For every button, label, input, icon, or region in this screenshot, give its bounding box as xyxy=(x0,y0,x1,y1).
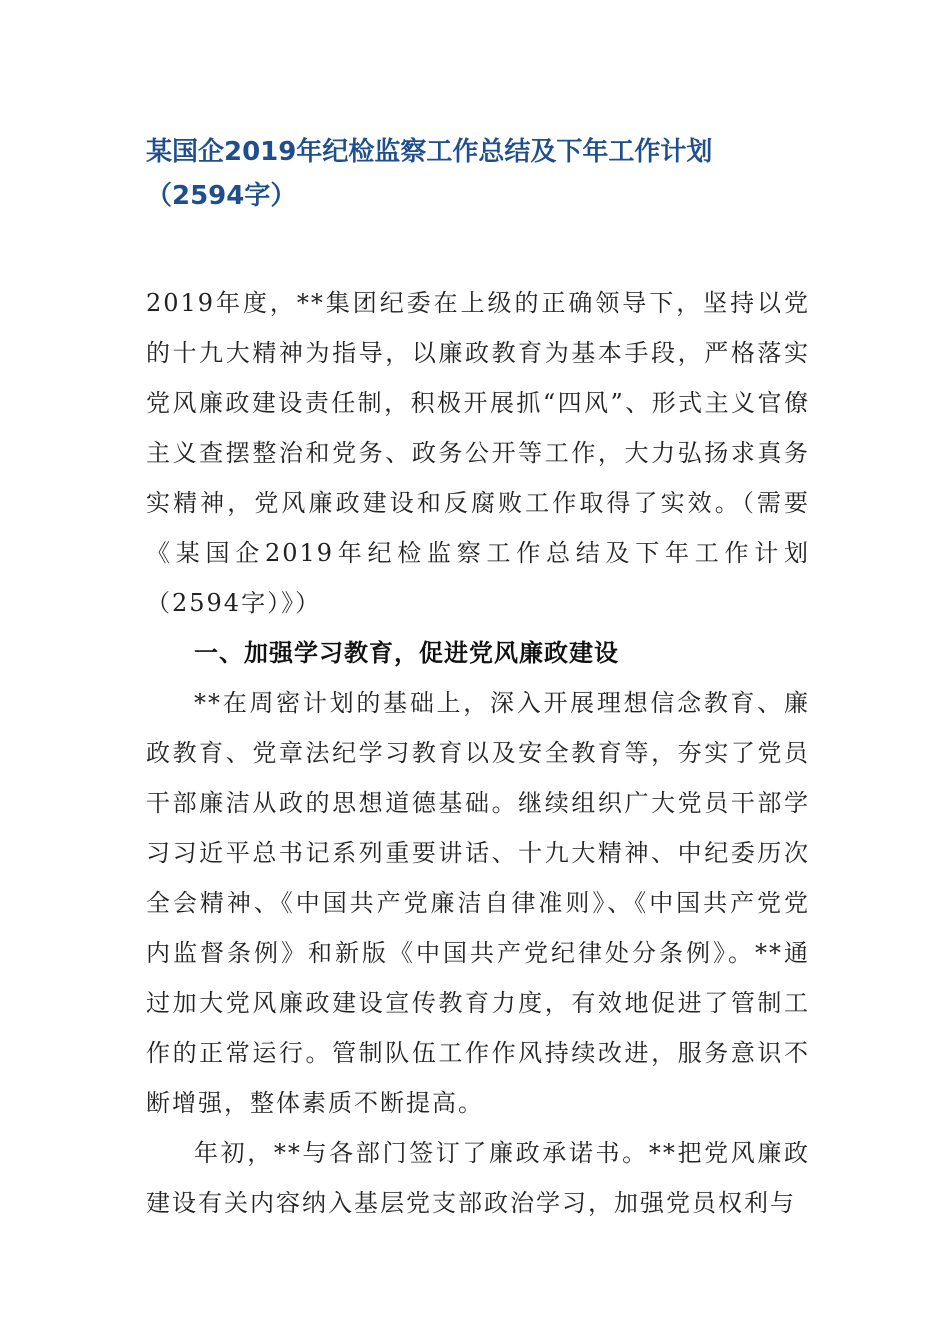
document-title: 某国企2019年纪检监察工作总结及下年工作计划（2594字） xyxy=(146,137,713,211)
intro-paragraph: 2019年度，**集团纪委在上级的正确领导下，坚持以党的十九大精神为指导，以廉政教育为基本手段，严格落实党风廉政建设责任制，积极开展抓“四风”、形式主义官僚主义查摆整治和党务、政务公开等工作，大力弘扬求真务实精神，党风廉政建设和反腐败工作取得了实效。（需要《某国企2019年纪检监察工作总结及下年工作计划（2594字）》） xyxy=(146,289,810,617)
section-1-paragraph-1: **在周密计划的基础上，深入开展理想信念教育、廉政教育、党章法纪学习教育以及安全教育等，夯实了党员干部廉洁从政的思想道德基础。继续组织广大党员干部学习习近平总书记系列重要讲话、十九大精神、中纪委历次全会精神、《中国共产党廉洁自律准则》、《中国共产党党内监督条例》和新版《中国共产党纪律处分条例》。**通过加大党风廉政建设宣传教育力度，有效地促进了管制工作的正常运行。管制队伍工作作风持续改进，服务意识不断增强，整体素质不断提高。 xyxy=(146,689,810,1117)
section-heading-1: 一、加强学习教育，促进党风廉政建设 xyxy=(194,639,619,667)
section-1-paragraph-2: 年初，**与各部门签订了廉政承诺书。**把党风廉政建设有关内容纳入基层党支部政治学习，加强党员权利与 xyxy=(146,1139,810,1217)
document-body xyxy=(146,278,810,1228)
